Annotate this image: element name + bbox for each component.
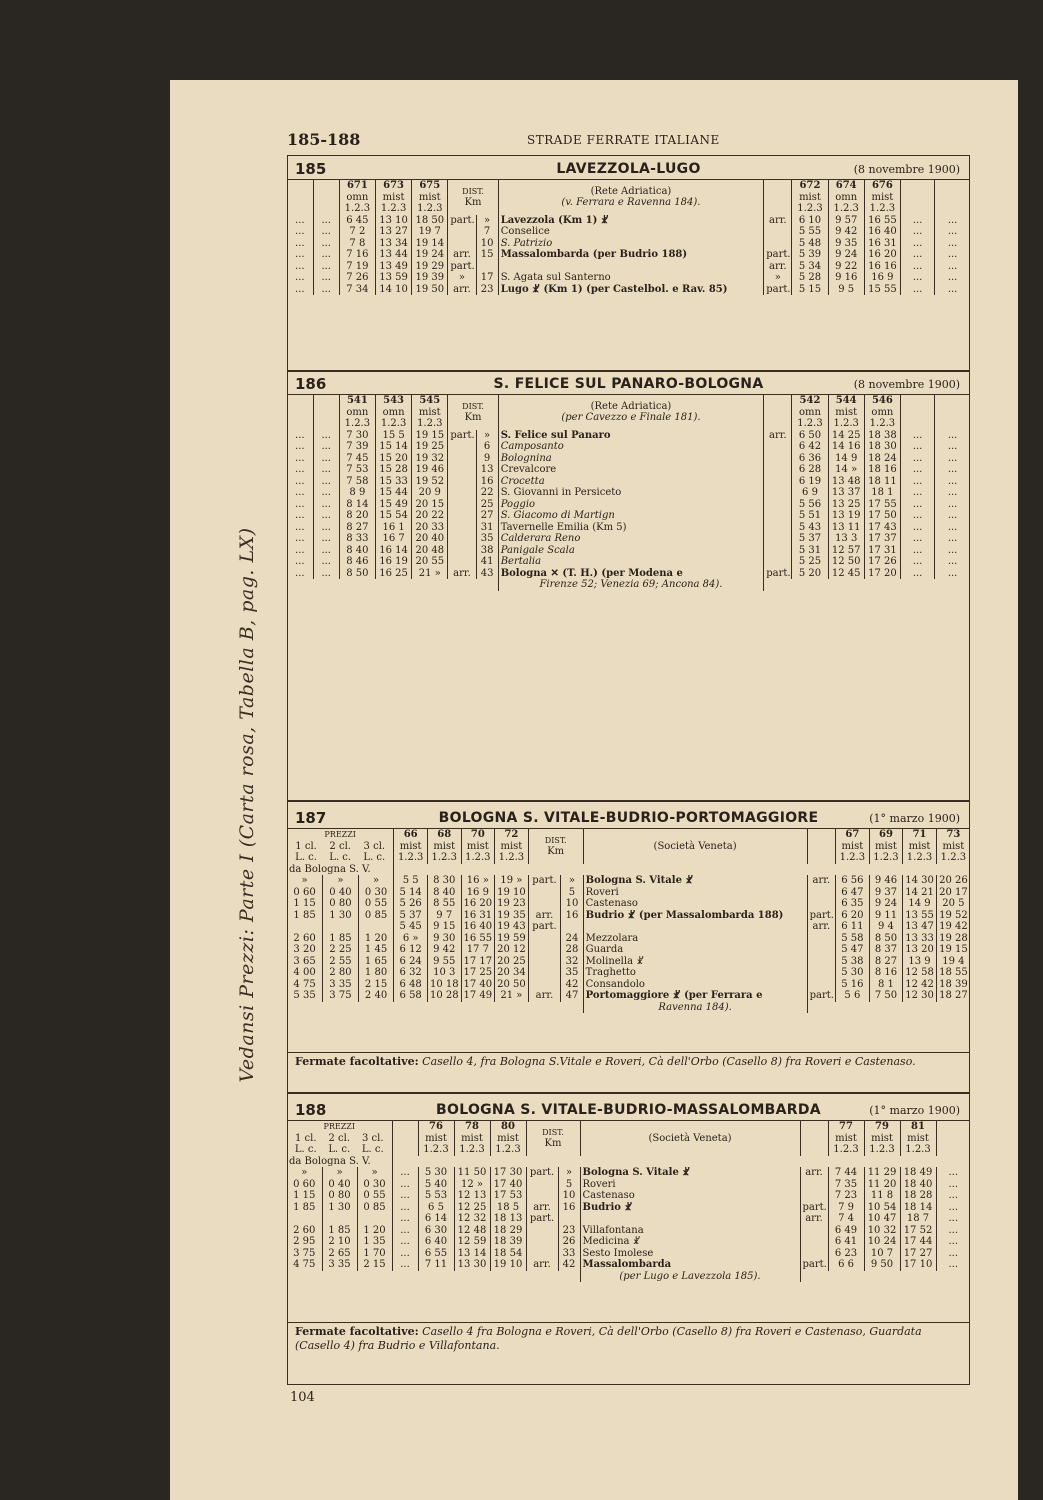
section-number: 185 <box>295 160 327 178</box>
timetable-row: 5 45 9 15 16 40 19 43 part. arr. 6 11 9 4 13 47 19 42 <box>287 921 970 933</box>
section-date: (1° marzo 1900) <box>869 812 960 825</box>
note-line: Firenze 52; Venezia 69; Ancona 84). <box>287 579 970 591</box>
timetable-row: ... ... 7 30 15 5 19 15 part. » S. Felice sul Panaro arr. 6 50 14 25 18 38 ... ... <box>287 430 970 442</box>
station-name: S. Agata sul Santerno <box>498 272 764 284</box>
section-number: 186 <box>295 375 327 393</box>
station-name: Crevalcore <box>498 464 764 476</box>
timetable-row: ... ... 7 34 14 10 19 50 arr. 23 Lugo ☧ (Km 1) (per Castelbol. e Rav. 85) part. 5 15 9 5 15 55 ... ... <box>287 284 970 296</box>
station-name <box>583 921 807 933</box>
station-name: Mezzolara <box>583 933 807 945</box>
section-divider <box>287 800 970 802</box>
timetable-row: 3 65 2 55 1 65 6 24 9 55 17 17 20 25 32 Molinella ☧ 5 38 8 27 13 9 19 4 <box>287 956 970 968</box>
section-header <box>287 806 970 829</box>
station-name: Conselice <box>498 226 764 238</box>
section-divider <box>287 1092 970 1094</box>
timetable-row: 4 75 3 35 2 15 ... 7 11 13 30 19 10 arr. 42 Massalombarda part. 6 6 9 50 17 10 ... <box>287 1259 970 1271</box>
station-name: Panigale Scala <box>498 545 764 557</box>
timetable-row: 5 35 3 75 2 40 6 58 10 28 17 49 21 » arr. 47 Portomaggiore ☧ (per Ferrara e part. 5 6 7 50 12 30 18 27 <box>287 990 970 1002</box>
station-name: Massalombarda (per Budrio 188) <box>498 249 764 261</box>
timetable-row: ... ... 7 58 15 33 19 52 16 Crocetta 6 19 13 48 18 11 ... ... <box>287 476 970 488</box>
section-number: 187 <box>295 809 327 827</box>
train-header-row: PREZZI 1 cl. 2 cl. 3 cl. L. c. L. c. L. c. 66 mist 1.2.3 68 mist 1.2.3 70 mist 1.2.3 72 mist 1.2.3 DIST. Km (Società Veneta) 67 mist 1.2.3 69 mist 1.2.3 71 mist 1.2.3 73 mist 1.2.3 <box>287 829 970 864</box>
station-name: Camposanto <box>498 441 764 453</box>
station-name: Lugo ☧ (Km 1) (per Castelbol. e Rav. 85) <box>498 284 764 296</box>
station-name: Guarda <box>583 944 807 956</box>
station-name: Bolognina <box>498 453 764 465</box>
section-title: BOLOGNA S. VITALE-BUDRIO-PORTOMAGGIORE <box>438 810 819 826</box>
section-date: (8 novembre 1900) <box>853 163 960 176</box>
timetable-row: 1 85 1 30 0 85 5 37 9 7 16 31 19 35 arr. 16 Budrio ☧ (per Massalombarda 188) part. 6 20 9 11 13 55 19 52 <box>287 910 970 922</box>
timetable-row: ... ... 8 9 15 44 20 9 22 S. Giovanni in Persiceto 6 9 13 37 18 1 ... ... <box>287 487 970 499</box>
station-name: Villafontana <box>580 1225 800 1237</box>
station-name: Lavezzola (Km 1) ☧ <box>498 215 764 227</box>
timetable-187 <box>287 806 970 1013</box>
section-header <box>287 370 970 395</box>
station-name: Sesto Imolese <box>580 1248 800 1260</box>
station-name: Molinella ☧ <box>583 956 807 968</box>
timetable-row: 0 60 0 40 0 30 ... 5 40 12 » 17 40 5 Roveri 7 35 11 20 18 40 ... <box>287 1179 970 1191</box>
station-name: Castenaso <box>580 1190 800 1202</box>
timetable <box>287 395 970 591</box>
connection-note: (per Cavezzo e Finale 181). <box>561 412 701 424</box>
timetable-row: 3 75 2 65 1 70 ... 6 55 13 14 18 54 33 Sesto Imolese 6 23 10 7 17 27 ... <box>287 1248 970 1260</box>
timetable-row: ... ... 6 45 13 10 18 50 part. » Lavezzola (Km 1) ☧ arr. 6 10 9 57 16 55 ... ... <box>287 215 970 227</box>
timetable-row: ... ... 7 39 15 14 19 25 6 Camposanto 6 42 14 16 18 30 ... ... <box>287 441 970 453</box>
station-name: Bologna S. Vitale ☧ <box>583 875 807 887</box>
timetable-row: ... ... 8 40 16 14 20 48 38 Panigale Scala 5 31 12 57 17 31 ... ... <box>287 545 970 557</box>
train-header-row: PREZZI 1 cl. 2 cl. 3 cl. L. c. L. c. L. c. 76 mist 1.2.3 78 mist 1.2.3 80 mist 1.2.3 DIST. Km (Società Veneta) 77 mist 1.2.3 79 mist 1.2.3 81 mist 1.2.3 <box>287 1121 970 1156</box>
timetable-row: 1 15 0 80 0 55 ... 5 53 12 13 17 53 10 Castenaso 7 23 11 8 18 28 ... <box>287 1190 970 1202</box>
section-header <box>287 1098 970 1121</box>
optional-stops-note: Fermate facoltative: Casello 4, fra Bologna S.Vitale e Roveri, Cà dell'Orbo (Casello 8) fra Roveri e Castenaso. <box>287 1052 970 1071</box>
section-date: (8 novembre 1900) <box>853 378 960 391</box>
timetable-row: 1 15 0 80 0 55 5 26 8 55 16 20 19 23 10 Castenaso 6 35 9 24 14 9 20 5 <box>287 898 970 910</box>
connection-note: (v. Ferrara e Ravenna 184). <box>561 197 701 209</box>
timetable-row: 0 60 0 40 0 30 5 14 8 40 16 9 19 10 5 Roveri 6 47 9 37 14 21 20 17 <box>287 887 970 899</box>
timetable-row: ... ... 8 46 16 19 20 55 41 Bertalia 5 25 12 50 17 26 ... ... <box>287 556 970 568</box>
timetable-row: » » » 5 5 8 30 16 » 19 » part. » Bologna S. Vitale ☧ arr. 6 56 9 46 14 30 20 26 <box>287 875 970 887</box>
station-name: Calderara Reno <box>498 533 764 545</box>
station-name: Medicina ☧ <box>580 1236 800 1248</box>
timetable-row: ... ... 7 26 13 59 19 39 » 17 S. Agata sul Santerno » 5 28 9 16 16 9 ... ... <box>287 272 970 284</box>
station-name: Budrio ☧ <box>580 1202 800 1214</box>
sidebar-reference <box>232 250 262 1360</box>
network-label: (Società Veneta) <box>653 840 737 852</box>
section-title: BOLOGNA S. VITALE-BUDRIO-MASSALOMBARDA <box>436 1102 821 1118</box>
timetable-185 <box>287 157 970 295</box>
station-name: Portomaggiore ☧ (per Ferrara e <box>583 990 807 1002</box>
timetable-row: 2 95 2 10 1 35 ... 6 40 12 59 18 39 26 Medicina ☧ 6 41 10 24 17 44 ... <box>287 1236 970 1248</box>
timetable-row: 4 00 2 80 1 80 6 32 10 3 17 25 20 34 35 Traghetto 5 30 8 16 12 58 18 55 <box>287 967 970 979</box>
station-name: S. Patrizio <box>498 238 764 250</box>
station-name: S. Giacomo di Martign <box>498 510 764 522</box>
station-name: Consandolo <box>583 979 807 991</box>
station-name: Castenaso <box>583 898 807 910</box>
timetable-row: ... ... 7 16 13 44 19 24 arr. 15 Massalombarda (per Budrio 188) part. 5 39 9 24 16 20 ... ... <box>287 249 970 261</box>
station-name: Massalombarda <box>580 1259 800 1271</box>
station-name: Budrio ☧ (per Massalombarda 188) <box>583 910 807 922</box>
station-name <box>498 261 764 273</box>
timetable <box>287 180 970 295</box>
station-name: Bertalia <box>498 556 764 568</box>
timetable-row: ... ... 8 50 16 25 21 » arr. 43 Bologna ✕ (T. H.) (per Modena e part. 5 20 12 45 17 20 ... ... <box>287 568 970 580</box>
timetable <box>287 1121 970 1282</box>
header-title: STRADE FERRATE ITALIANE <box>527 133 720 147</box>
timetable-row: 4 75 3 35 2 15 6 48 10 18 17 40 20 50 42 Consandolo 5 16 8 1 12 42 18 39 <box>287 979 970 991</box>
from-station-row: da Bologna S. V. <box>287 1156 970 1168</box>
station-name: S. Felice sul Panaro <box>498 430 764 442</box>
timetable-row: ... 6 14 12 32 18 13 part. arr. 7 4 10 47 18 7 ... <box>287 1213 970 1225</box>
timetable-row: ... ... 7 45 15 20 19 32 9 Bolognina 6 36 14 9 18 24 ... ... <box>287 453 970 465</box>
station-name: Roveri <box>580 1179 800 1191</box>
timetable-row: 1 85 1 30 0 85 ... 6 5 12 25 18 5 arr. 16 Budrio ☧ part. 7 9 10 54 18 14 ... <box>287 1202 970 1214</box>
timetable-row: 2 60 1 85 1 20 6 » 9 30 16 55 19 59 24 Mezzolara 5 58 8 50 13 33 19 28 <box>287 933 970 945</box>
train-header-row: 671 omn 1.2.3 673 mist 1.2.3 675 mist 1.2.3 DIST. Km (Rete Adriatica) (v. Ferrara e Ravenna 184). 672 mist 1.2.3 674 omn 1.2.3 676 mist 1.2.3 <box>287 180 970 215</box>
station-name: Bologna ✕ (T. H.) (per Modena e <box>498 568 764 580</box>
station-name: S. Giovanni in Persiceto <box>498 487 764 499</box>
timetable-188 <box>287 1098 970 1282</box>
section-title: LAVEZZOLA-LUGO <box>556 161 701 177</box>
network-label: (Società Veneta) <box>648 1132 732 1144</box>
network-label: (Rete Adriatica) <box>590 185 672 197</box>
note-line: Ravenna 184). <box>287 1002 970 1014</box>
optional-stops-note: Fermate facoltative: Casello 4 fra Bologna e Roveri, Cà dell'Orbo (Casello 8) fra Roveri e Castenaso, Guardata (Casello 4) fra Budrio e Villafontana. <box>287 1322 970 1355</box>
timetable-row: ... ... 7 53 15 28 19 46 13 Crevalcore 6 28 14 » 18 16 ... ... <box>287 464 970 476</box>
timetable-row: ... ... 7 8 13 34 19 14 10 S. Patrizio 5 48 9 35 16 31 ... ... <box>287 238 970 250</box>
timetable-row: ... ... 7 2 13 27 19 7 7 Conselice 5 55 9 42 16 40 ... ... <box>287 226 970 238</box>
section-header <box>287 157 970 180</box>
section-date: (1° marzo 1900) <box>869 1104 960 1117</box>
station-name <box>580 1213 800 1225</box>
sidebar-text: Vedansi Prezzi: Parte I (Carta rosa, Tabella B, pag. LX) <box>236 527 258 1083</box>
timetable-row: 2 60 1 85 1 20 ... 6 30 12 48 18 29 23 Villafontana 6 49 10 32 17 52 ... <box>287 1225 970 1237</box>
timetable <box>287 829 970 1013</box>
header-page-range: 185-188 <box>287 130 361 149</box>
timetable-row: ... ... 7 19 13 49 19 29 part. arr. 5 34 9 22 16 16 ... ... <box>287 261 970 273</box>
station-name: Tavernelle Emilia (Km 5) <box>498 522 764 534</box>
station-name: Roveri <box>583 887 807 899</box>
station-name: Traghetto <box>583 967 807 979</box>
page-header <box>287 130 967 152</box>
page-number: 104 <box>290 1390 315 1405</box>
network-label: (Rete Adriatica) <box>590 400 672 412</box>
station-name: Poggio <box>498 499 764 511</box>
timetable-186 <box>287 370 970 591</box>
note-line: (per Lugo e Lavezzola 185). <box>287 1271 970 1283</box>
section-number: 188 <box>295 1101 327 1119</box>
timetable-row: ... ... 8 14 15 49 20 15 25 Poggio 5 56 13 25 17 55 ... ... <box>287 499 970 511</box>
from-station-row: da Bologna S. V. <box>287 864 970 876</box>
train-header-row: 541 omn 1.2.3 543 omn 1.2.3 545 mist 1.2.3 DIST. Km (Rete Adriatica) (per Cavezzo e Finale 181). 542 omn 1.2.3 544 mist 1.2.3 546 omn 1.2.3 <box>287 395 970 430</box>
timetable-row: ... ... 8 27 16 1 20 33 31 Tavernelle Emilia (Km 5) 5 43 13 11 17 43 ... ... <box>287 522 970 534</box>
timetable-row: » » » ... 5 30 11 50 17 30 part. » Bologna S. Vitale ☧ arr. 7 44 11 29 18 49 ... <box>287 1167 970 1179</box>
section-title: S. FELICE SUL PANARO-BOLOGNA <box>493 376 764 392</box>
station-name: Crocetta <box>498 476 764 488</box>
station-name: Bologna S. Vitale ☧ <box>580 1167 800 1179</box>
timetable-row: ... ... 8 20 15 54 20 22 27 S. Giacomo di Martign 5 51 13 19 17 50 ... ... <box>287 510 970 522</box>
timetable-row: 3 20 2 25 1 45 6 12 9 42 17 7 20 12 28 Guarda 5 47 8 37 13 20 19 15 <box>287 944 970 956</box>
timetable-row: ... ... 8 33 16 7 20 40 35 Calderara Reno 5 37 13 3 17 37 ... ... <box>287 533 970 545</box>
